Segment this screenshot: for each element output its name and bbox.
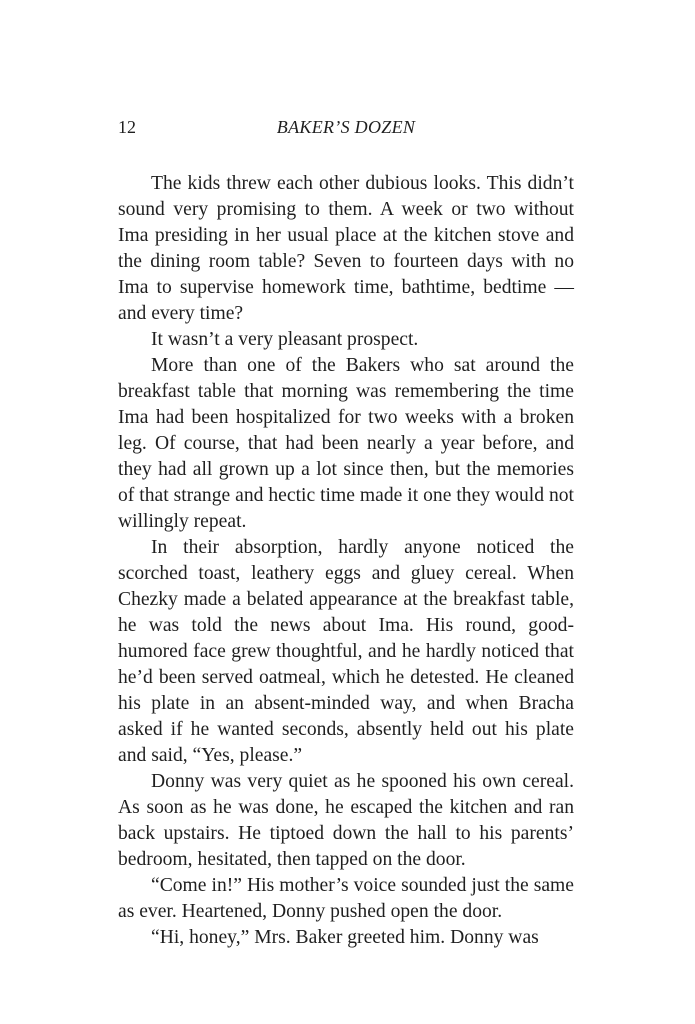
paragraph: “Hi, honey,” Mrs. Baker greeted him. Donny was — [151, 927, 539, 948]
running-head — [118, 115, 574, 139]
paragraph: Donny was very quiet as he spooned his own cereal. As soon as he was done, he escaped the kitchen and ran back upstairs. He tiptoed down the hall to his parents’ bedroom, hesitated, then tapped on the door. — [118, 771, 574, 870]
paragraph: It wasn’t a very pleasant prospect. — [151, 329, 419, 350]
paragraph: More than one of the Bakers who sat around the breakfast table that morning was remembering the time Ima had been hospitalized for two weeks with a broken leg. Of course, that had been nearly a year before, and they had all grown up a lot since then, but the memories of that strange and hectic time made it one they would not willingly repeat. — [118, 355, 574, 532]
paragraph: “Come in!” His mother’s voice sounded just the same as ever. Heartened, Donny pushed open the door. — [118, 875, 574, 922]
page-number: 12 — [118, 117, 136, 137]
book-title: BAKER’S DOZEN — [276, 117, 416, 137]
paragraph: In their absorption, hardly anyone noticed the scorched toast, leathery eggs and gluey cereal. When Chezky made a belated appearance at the breakfast table, he was told the news about Ima. His round, good-humored face grew thoughtful, and he hardly noticed that he’d been served oatmeal, which he detested. He cleaned his plate in an absent-minded way, and when Bracha asked if he wanted seconds, absently held out his plate and said, “Yes, please.” — [118, 537, 574, 766]
body-text — [118, 171, 574, 951]
paragraph: The kids threw each other dubious looks. This didn’t sound very promising to them. A week or two without Ima presiding in her usual place at the kitchen stove and the dining room table? Seven to fourteen days with no Ima to supervise homework time, bathtime, bedtime — and every time? — [118, 173, 574, 324]
